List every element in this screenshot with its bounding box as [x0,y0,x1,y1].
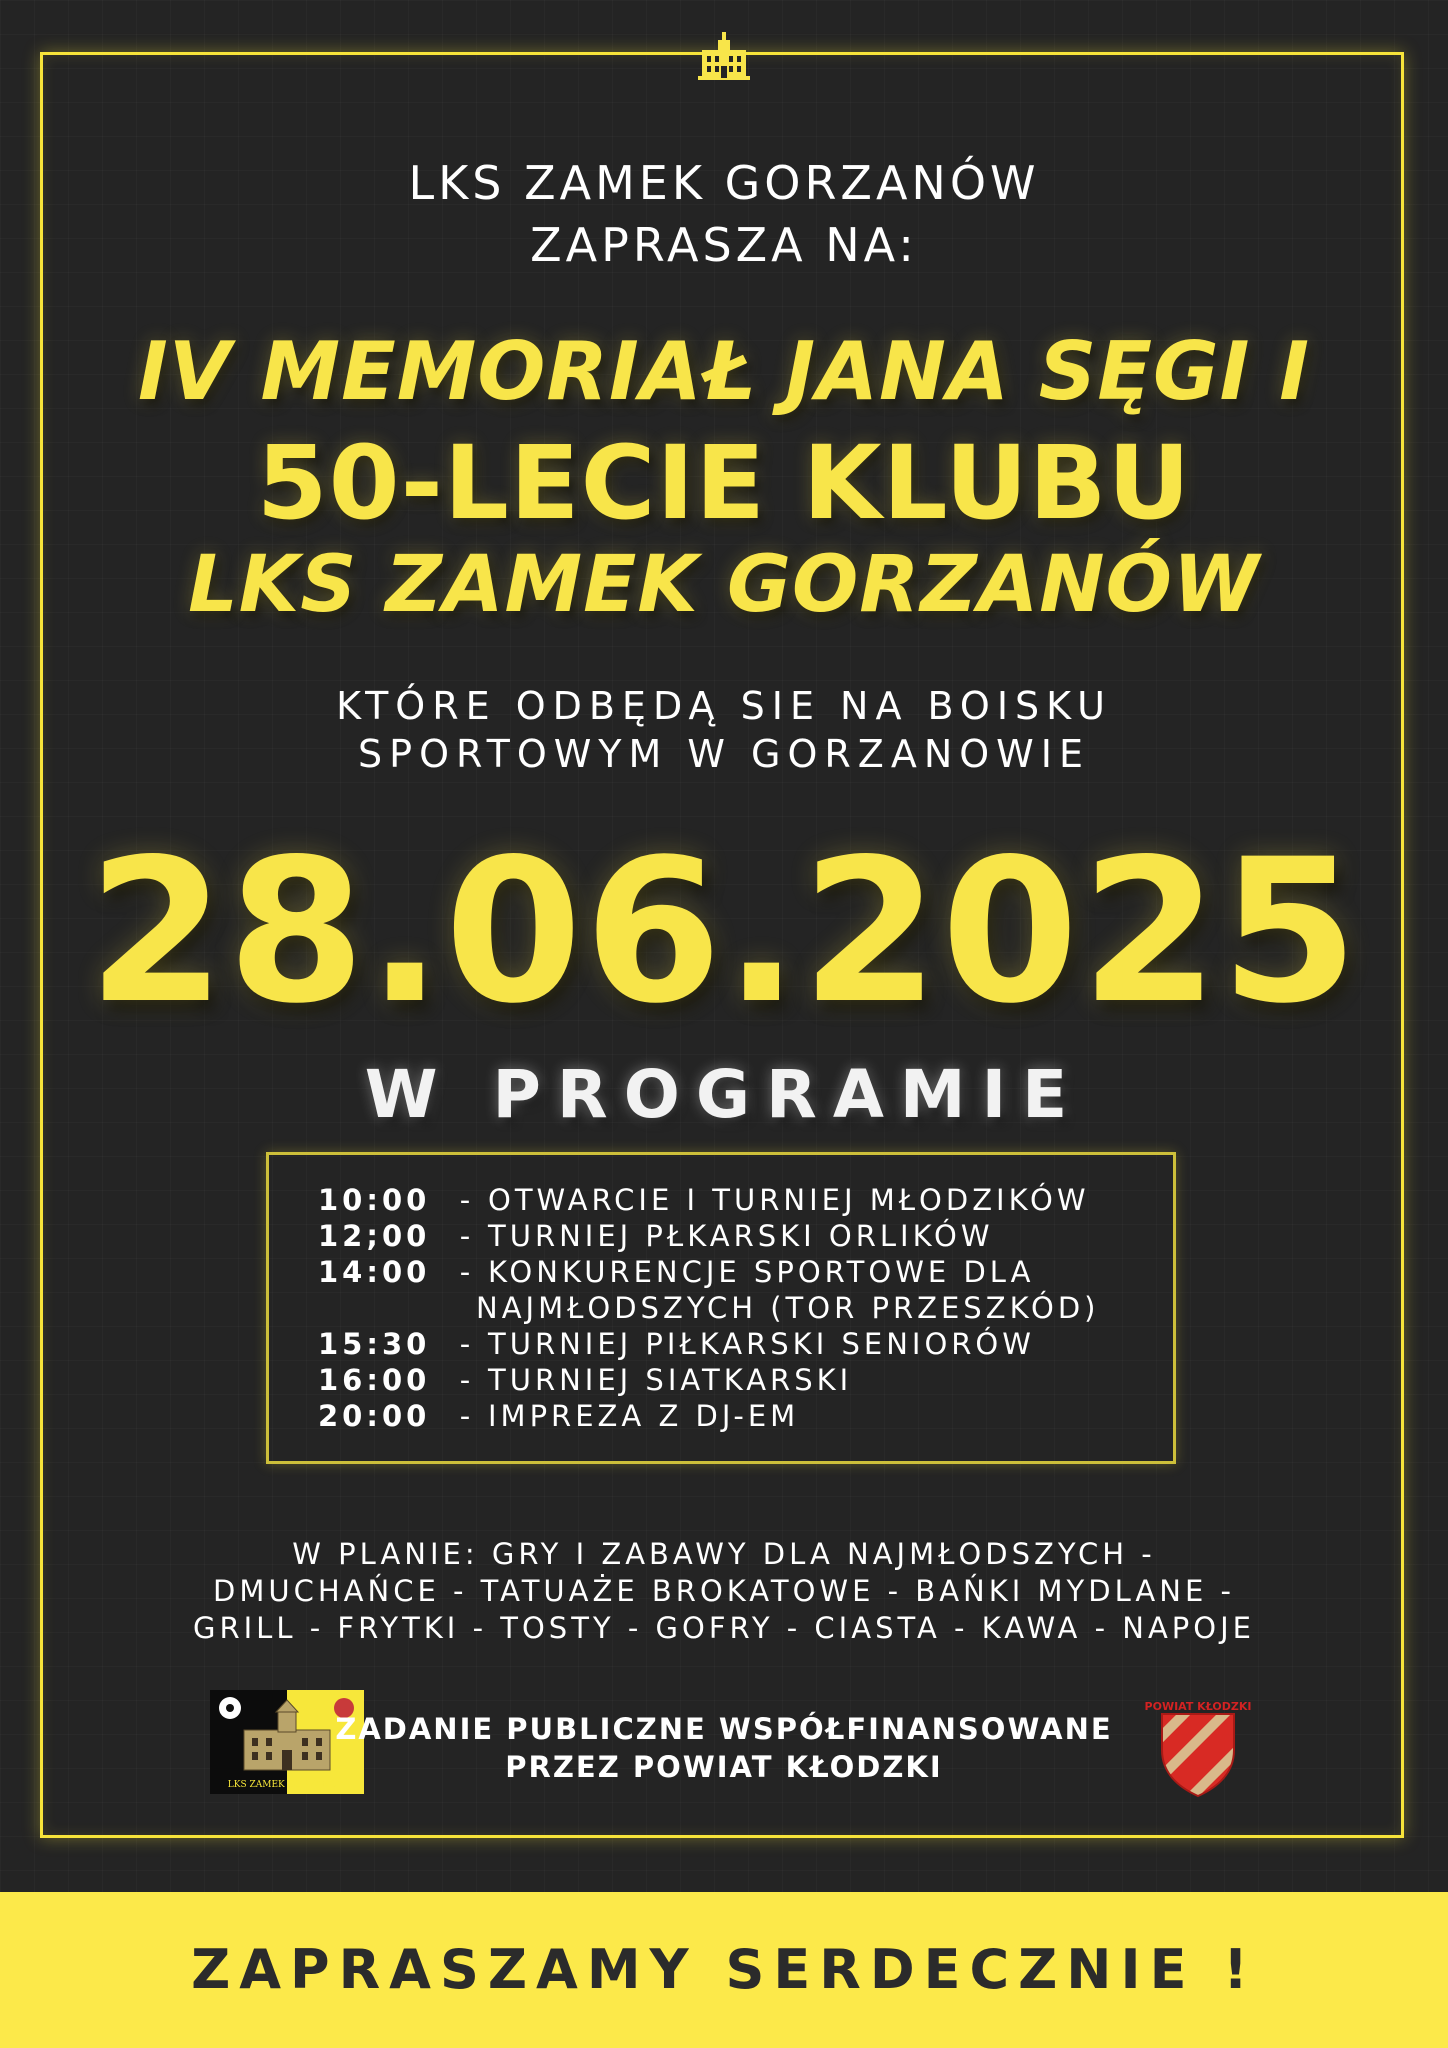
club-line: LKS ZAMEK GORZANÓW [408,156,1040,210]
title-line-2: 50-LECIE KLUBU [256,424,1192,543]
plan-line-1: W PLANIE: GRY I ZABAWY DLA NAJMŁODSZYCH - [292,1537,1156,1571]
program-desc: IMPREZA Z DJ-EM [488,1399,800,1433]
program-continuation: NAJMŁODSZYCH (TOR PRZESZKÓD) [476,1291,1100,1325]
program-item: 12;00 - TURNIEJ PŁKARSKI ORLIKÓW [318,1219,994,1253]
invite-line: ZAPRASZA NA: [530,218,918,272]
sponsor-line-1: ZADANIE PUBLICZNE WSPÓŁFINANSOWANE [335,1712,1113,1746]
program-desc: TURNIEJ PIŁKARSKI SENIORÓW [488,1327,1035,1361]
plan-text [0,1536,1448,1647]
program-time: 14:00 [318,1255,431,1289]
svg-text:LKS ZAMEK GORZANÓW: LKS ZAMEK GORZANÓW [227,1780,347,1790]
program-item: 16:00 - TURNIEJ SIATKARSKI [318,1363,853,1397]
program-desc: TURNIEJ PŁKARSKI ORLIKÓW [488,1219,994,1253]
intro-text [0,152,1448,276]
program-item: 10:00 - OTWARCIE I TURNIEJ MŁODZIKÓW [318,1183,1090,1217]
program-desc: KONKURENCJE SPORTOWE DLA [488,1255,1035,1289]
venue-line-2: SPORTOWYM W GORZANOWIE [358,732,1090,776]
venue-text [0,682,1448,778]
program-desc: OTWARCIE I TURNIEJ MŁODZIKÓW [488,1183,1090,1217]
program-list [318,1182,1178,1434]
program-item: 15:30 - TURNIEJ PIŁKARSKI SENIORÓW [318,1327,1035,1361]
plan-line-3: GRILL - FRYTKI - TOSTY - GOFRY - CIASTA - KAWA - NAPOJE [193,1611,1255,1645]
venue-line-1: KTÓRE ODBĘDĄ SIE NA BOISKU [336,684,1112,728]
title-line-3: LKS ZAMEK GORZANÓW [188,540,1260,630]
castle-icon [696,32,752,80]
program-desc: TURNIEJ SIATKARSKI [488,1363,853,1397]
county-shield-icon [1144,1692,1252,1796]
title-line-1: IV MEMORIAŁ JANA SĘGI I [137,325,1311,418]
program-item: 20:00 - IMPREZA Z DJ-EM [318,1399,800,1433]
event-date: 28.06.2025 [87,816,1361,1047]
program-time: 12;00 [318,1219,431,1253]
program-time: 15:30 [318,1327,431,1361]
program-heading: W PROGRAMIE [364,1056,1084,1133]
sponsor-line-2: PRZEZ POWIAT KŁODZKI [505,1750,943,1784]
svg-text:POWIAT KŁODZKI: POWIAT KŁODZKI [1144,1700,1252,1713]
footer-text: ZAPRASZAMY SERDECZNIE ! [191,1938,1257,2001]
program-time: 16:00 [318,1363,431,1397]
plan-line-2: DMUCHAŃCE - TATUAŻE BROKATOWE - BAŃKI MYDLANE - [213,1574,1235,1608]
program-item: 14:00 - KONKURENCJE SPORTOWE DLA [318,1255,1035,1289]
program-time: 10:00 [318,1183,431,1217]
program-time: 20:00 [318,1399,431,1433]
